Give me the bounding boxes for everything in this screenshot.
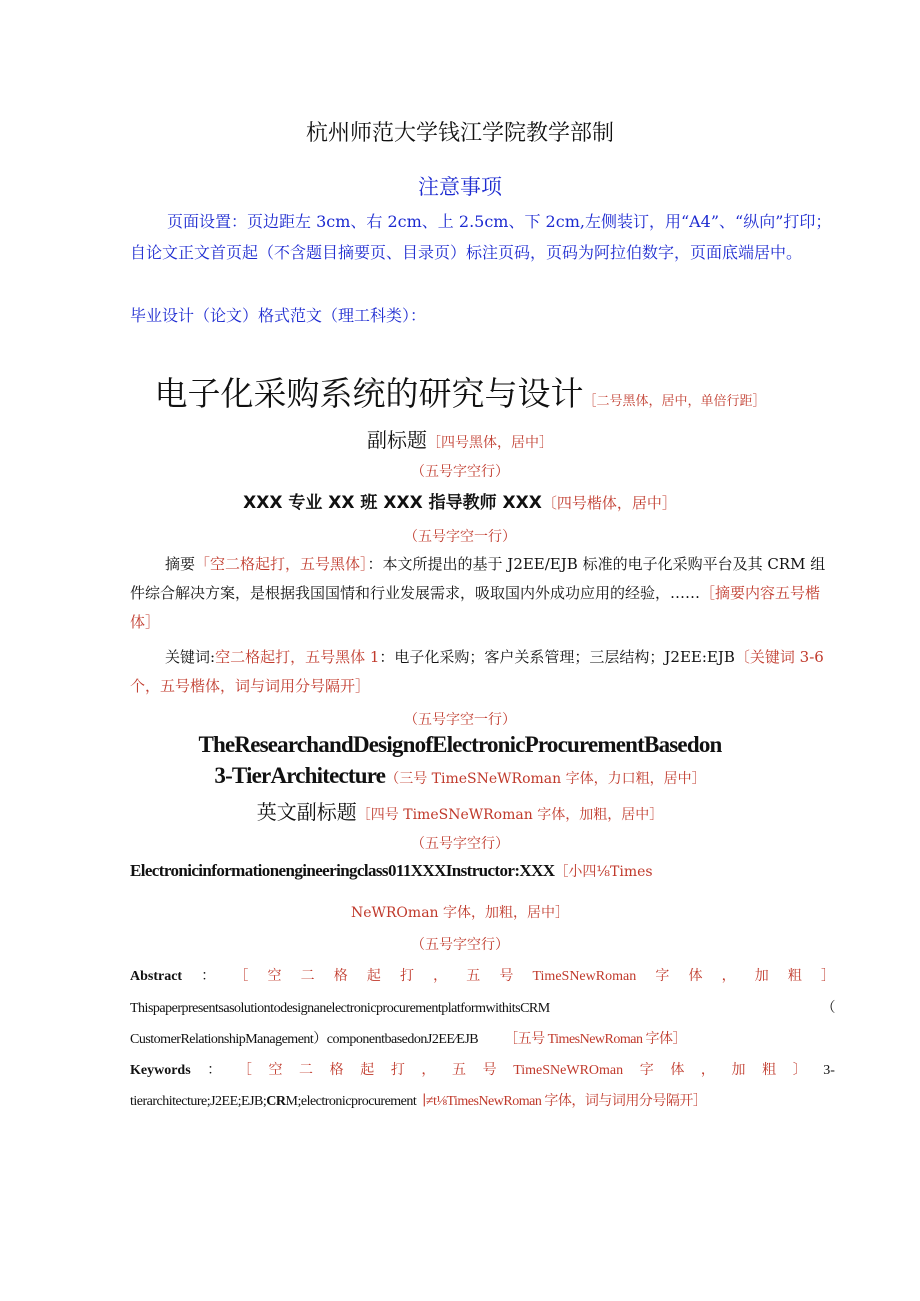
english-abstract-label: Abstract [130,969,183,984]
english-keywords-note-token: ， [700,1063,715,1078]
english-keywords-note-token: 五 [452,1063,467,1078]
abstract-format-note: 「空二格起打，五号黑体］ [195,555,368,573]
english-keywords-note-token: 体 [670,1063,685,1078]
english-keywords-note-token: 号 [482,1063,497,1078]
author-line-text: XXX 专业 XX 班 XXX 指导教师 XXX [243,493,542,513]
abstract-text: ：本文所提出的基于 J2EE/EJB 标准的电子化采购平台及其 CRM 组件综合解决方案，是根据我国国情和行业发展需求，吸取国内外成功应用的经验，…… [130,555,826,602]
thesis-subtitle [0,424,920,453]
author-format-note: 〔四号楷体，居中］ [541,494,677,512]
english-abstract-note-token: 字 [655,969,670,984]
blank-line-note: （五号字空一行） [404,712,516,728]
english-title-line-2-text: 3-TierArchitecture [214,763,386,788]
english-abstract-text-1: ThispaperpresentsasolutiontodesignanelectronicprocurementplatformwithitsCRM [130,1001,550,1016]
english-abstract-note-token: 粗 [787,969,802,984]
english-keywords-text-2b: CR [266,1094,286,1109]
sample-heading: 毕业设计（论文）格式范文（理工科类）： [130,306,427,325]
english-abstract-colon: ： [201,969,216,984]
blank-line-note: （五号字空行） [411,836,509,852]
english-abstract-note-token: 加 [754,969,769,984]
english-keywords-note-token: 字 [639,1063,654,1078]
keywords-label: 关键词: [165,648,216,666]
abstract-label: 摘要 [165,555,196,573]
english-keywords-colon: ： [207,1063,222,1078]
english-keywords-note-token: ［ [237,1063,252,1078]
english-abstract-paren: （ [821,1001,835,1016]
english-abstract-content-note: ［五号 TimesNewRoman 字体］ [504,1032,686,1047]
notice-heading: 注意事项 [418,175,502,199]
thesis-subtitle-text: 副标题 [367,428,427,452]
thesis-title-text: 电子化采购系统的研究与设计 [154,374,584,413]
keywords-format-note: 空二格起打，五号黑体 1 [215,648,380,666]
english-keywords-label: Keywords [130,1063,191,1078]
english-author-format-note-cont: NeWROman 字体，加粗，居中］ [350,905,570,921]
english-subtitle-text: 英文副标题 [256,800,357,824]
english-keywords-note-token: 加 [731,1063,746,1078]
abstract-paragraph [130,550,835,637]
english-abstract-text-row-2 [130,1028,835,1048]
english-subtitle [0,796,920,825]
english-title-line-2 [0,763,920,789]
english-abstract-note-token: 打 [399,969,414,984]
english-abstract-note-token: 号 [499,969,514,984]
english-author-text: Electronicinformationengineeringclass011XXXInstructor:XXX [130,861,555,880]
english-abstract-note-token: ， [721,969,736,984]
english-keywords-note-token: 空 [268,1063,283,1078]
english-keywords-note-token: 二 [299,1063,314,1078]
english-abstract-header-row [130,965,835,985]
english-keywords-note-token: 粗 [762,1063,777,1078]
english-keywords-text-2a: tierarchitecture;J2EE;EJB; [130,1094,267,1109]
blank-line-note: （五号字空一行） [404,529,516,545]
english-keywords-text-1: 3- [823,1063,835,1078]
english-abstract-note-token: TimeSNewRoman [532,969,637,984]
english-keywords-text-row [130,1090,835,1110]
english-keywords-note-token: 打 [390,1063,405,1078]
author-line [0,488,920,513]
english-title-format-note: （三号 TimeSNeWRoman 字体，力口粗，居中］ [385,771,706,787]
english-keywords-note-token: ， [421,1063,436,1078]
blank-line-note: （五号字空行） [411,937,509,953]
abstract-content-note: ［摘要内容五号楷体］ [130,584,821,631]
english-abstract-note-token: ， [433,969,448,984]
english-keywords-text-2c: M;electronicprocurement [285,1094,417,1109]
english-abstract-note-token: 起 [366,969,381,984]
organization-heading: 杭州师范大学钱江学院教学部制 [305,121,614,146]
english-title-line-1: TheResearchandDesignofElectronicProcurementBasedon [198,732,722,757]
english-abstract-text-2: CustomerRelationshipManagement）componentbasedonJ2EE⁄EJB [130,1032,479,1047]
english-keywords-content-note: ∣≠t⅛TimesNewRoman 字体，词与词用分号隔开］ [422,1094,707,1109]
notice-body: 页面设置：页边距左 3cm、右 2cm、上 2.5cm、下 2cm,左侧装订，用“A4”、“纵向”打印；自论文正文首页起（不含题目摘要页、目录页）标注页码，页码为阿拉伯数字，页面底端居中。 [130,212,832,262]
english-abstract-note-token: 二 [300,969,315,984]
english-abstract-note-token: 五 [466,969,481,984]
english-keywords-note-token: TimeSNeWROman [513,1063,624,1078]
english-abstract-note-token: 空 [267,969,282,984]
english-keywords-note-token: 〕 [792,1063,807,1078]
english-abstract-note-token: 体 [688,969,703,984]
english-keywords-note-token: 格 [329,1063,344,1078]
english-abstract-note-token: ］ [820,969,835,984]
keywords-text: ：电子化采购；客户关系管理；三层结构；J2EE:EJB [379,648,735,666]
english-keywords-header-row [130,1059,835,1079]
english-abstract-text-row-1 [130,997,835,1017]
english-keywords-note-token: 起 [360,1063,375,1078]
thesis-title [0,368,920,415]
english-author-line [130,861,835,881]
english-author-format-note: ［小四⅛Times [554,864,653,880]
keywords-paragraph [130,643,835,701]
english-abstract-note-token: 格 [333,969,348,984]
keywords-content-note: 〔关键词 3-6 个，五号楷体，词与词用分号隔开］ [130,648,824,695]
english-subtitle-format-note: ［四号 TimeSNeWRoman 字体，加粗，居中］ [356,807,664,823]
english-abstract-note-token: ［ [234,969,249,984]
thesis-subtitle-format-note: ［四号黑体，居中］ [427,435,553,451]
thesis-title-format-note: ［二号黑体，居中，单倍行距］ [583,394,766,409]
blank-line-note: （五号字空行） [411,464,509,480]
